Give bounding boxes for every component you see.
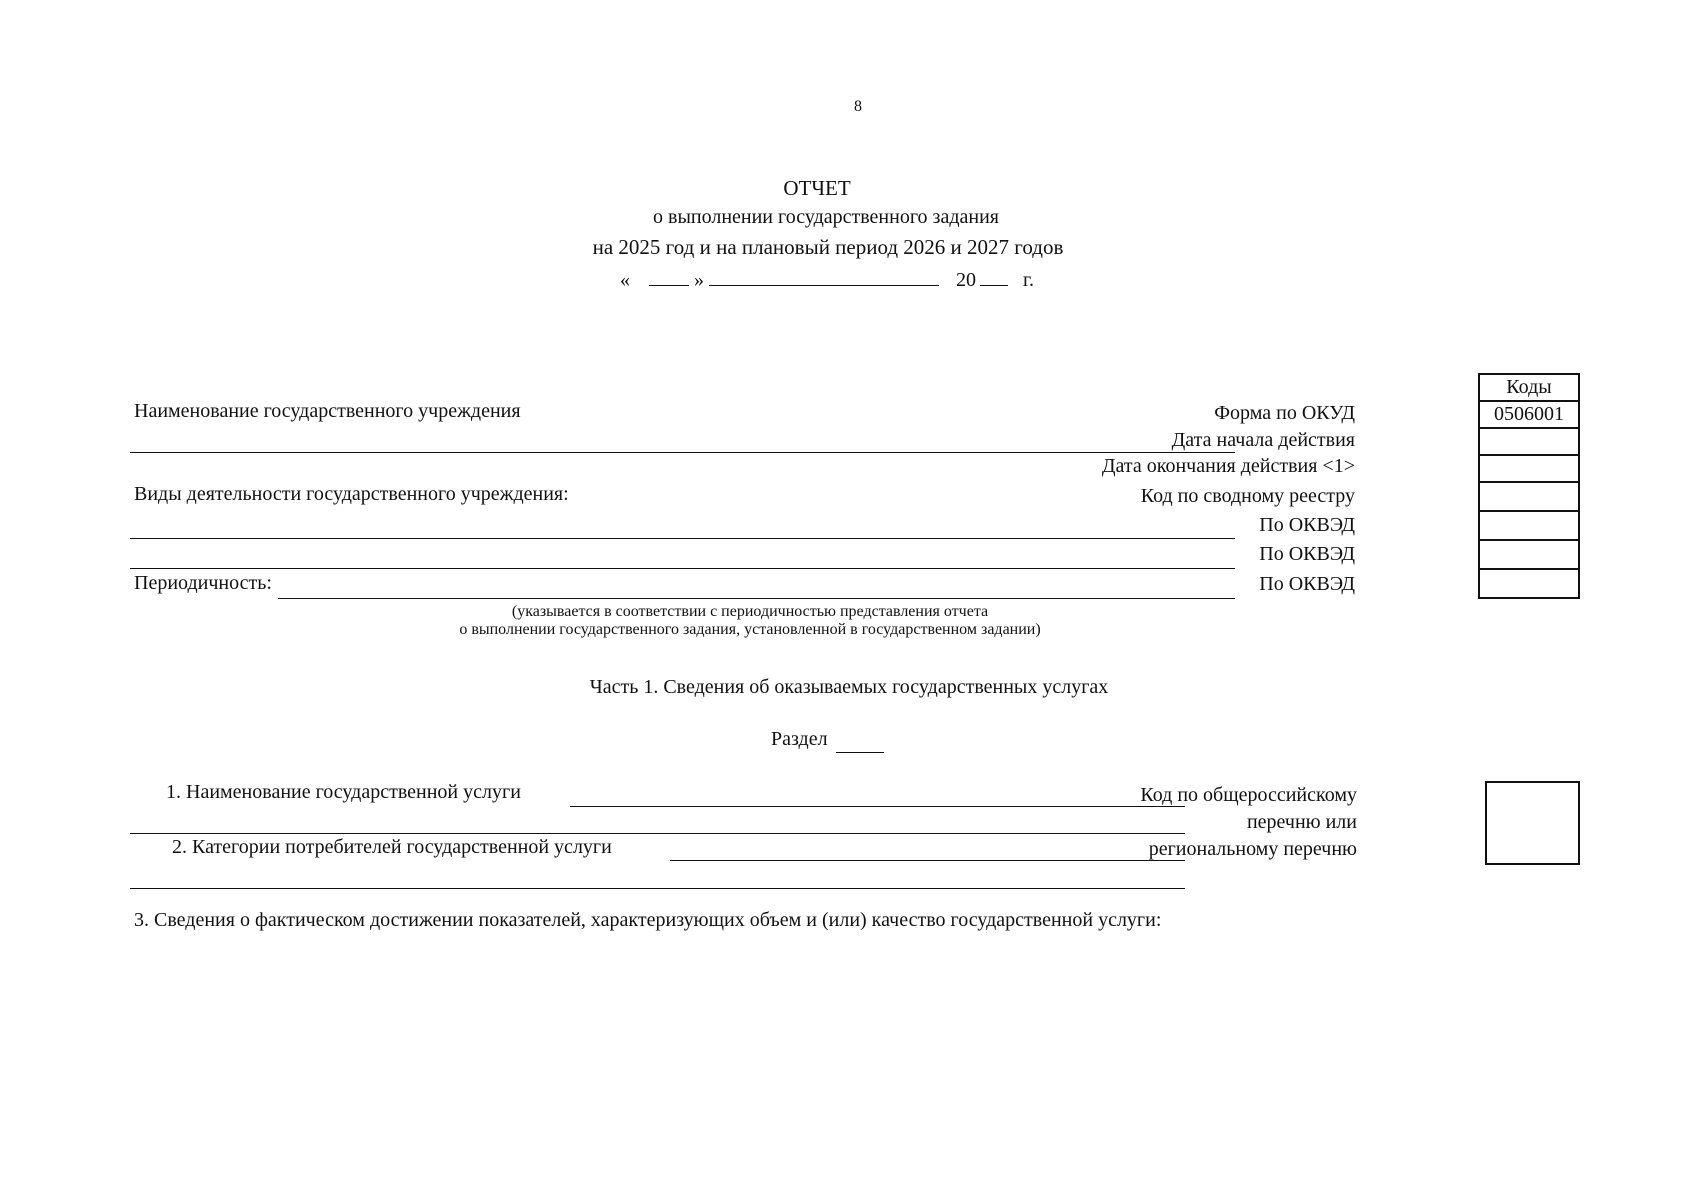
codes-label-okved-3: По ОКВЭД xyxy=(1259,573,1355,595)
date-open-quote: « xyxy=(620,269,630,291)
date-year-field[interactable] xyxy=(980,265,1008,286)
report-period: на 2025 год и на плановый период 2026 и 2027 годов xyxy=(592,235,1064,259)
codes-label-registry: Код по сводному реестру xyxy=(1140,485,1355,507)
activity-field-1[interactable] xyxy=(130,538,1235,539)
codes-table xyxy=(1478,373,1580,599)
consumer-categories-label: 2. Категории потребителей государственной услуги xyxy=(172,836,612,858)
registry-code-box[interactable] xyxy=(1485,781,1580,865)
registry-code-label-3: региональному перечню xyxy=(1148,838,1357,860)
codes-header: Коды xyxy=(1479,374,1579,401)
codes-value-okved-2[interactable] xyxy=(1479,540,1579,569)
codes-value-start-date[interactable] xyxy=(1479,428,1579,455)
periodicity-note-1: (указывается в соответствии с периодичностью представления отчета xyxy=(511,603,989,620)
periodicity-label: Периодичность: xyxy=(134,572,272,594)
registry-code-label-1: Код по общероссийскому xyxy=(1140,784,1357,806)
section-label: Раздел xyxy=(771,728,828,750)
codes-label-start-date: Дата начала действия xyxy=(1171,429,1355,451)
service-name-label: 1. Наименование государственной услуги xyxy=(166,781,521,803)
codes-label-end-date: Дата окончания действия <1> xyxy=(1101,455,1355,477)
service-name-field-2[interactable] xyxy=(130,833,1185,834)
report-title: ОТЧЕТ xyxy=(783,176,851,200)
indicators-label: 3. Сведения о фактическом достижении показателей, характеризующих объем и (или) качество государственной услуги: xyxy=(134,909,1162,931)
report-date-line xyxy=(620,265,1034,292)
codes-value-okud[interactable]: 0506001 xyxy=(1479,401,1579,428)
activity-label: Виды деятельности государственного учреждения: xyxy=(134,483,569,505)
date-century: 20 xyxy=(956,269,976,291)
part1-title: Часть 1. Сведения об оказываемых государственных услугах xyxy=(589,676,1109,698)
codes-value-okved-1[interactable] xyxy=(1479,511,1579,540)
registry-code-label-2: перечню или xyxy=(1246,811,1357,833)
page-number: 8 xyxy=(854,98,862,115)
consumer-categories-field-1[interactable] xyxy=(670,860,1185,861)
consumer-categories-field-2[interactable] xyxy=(130,888,1185,889)
codes-value-okved-3[interactable] xyxy=(1479,569,1579,598)
report-subtitle: о выполнении государственного задания xyxy=(653,206,999,228)
date-suffix: г. xyxy=(1023,269,1034,291)
activity-field-2[interactable] xyxy=(130,568,1235,569)
codes-label-okved-1: По ОКВЭД xyxy=(1259,514,1355,536)
codes-label-okved-2: По ОКВЭД xyxy=(1259,543,1355,565)
periodicity-field[interactable] xyxy=(278,598,1235,599)
institution-label: Наименование государственного учреждения xyxy=(134,400,521,422)
date-month-field[interactable] xyxy=(709,265,939,286)
codes-value-registry[interactable] xyxy=(1479,482,1579,511)
section-number-field[interactable] xyxy=(836,752,884,753)
periodicity-note-2: о выполнении государственного задания, установленной в государственном задании) xyxy=(459,621,1041,638)
service-name-field-1[interactable] xyxy=(570,806,1185,807)
date-day-field[interactable] xyxy=(649,265,689,286)
codes-value-end-date[interactable] xyxy=(1479,455,1579,482)
date-close-quote: » xyxy=(694,269,704,291)
institution-name-field[interactable] xyxy=(130,452,1235,453)
codes-label-okud: Форма по ОКУД xyxy=(1214,402,1355,424)
